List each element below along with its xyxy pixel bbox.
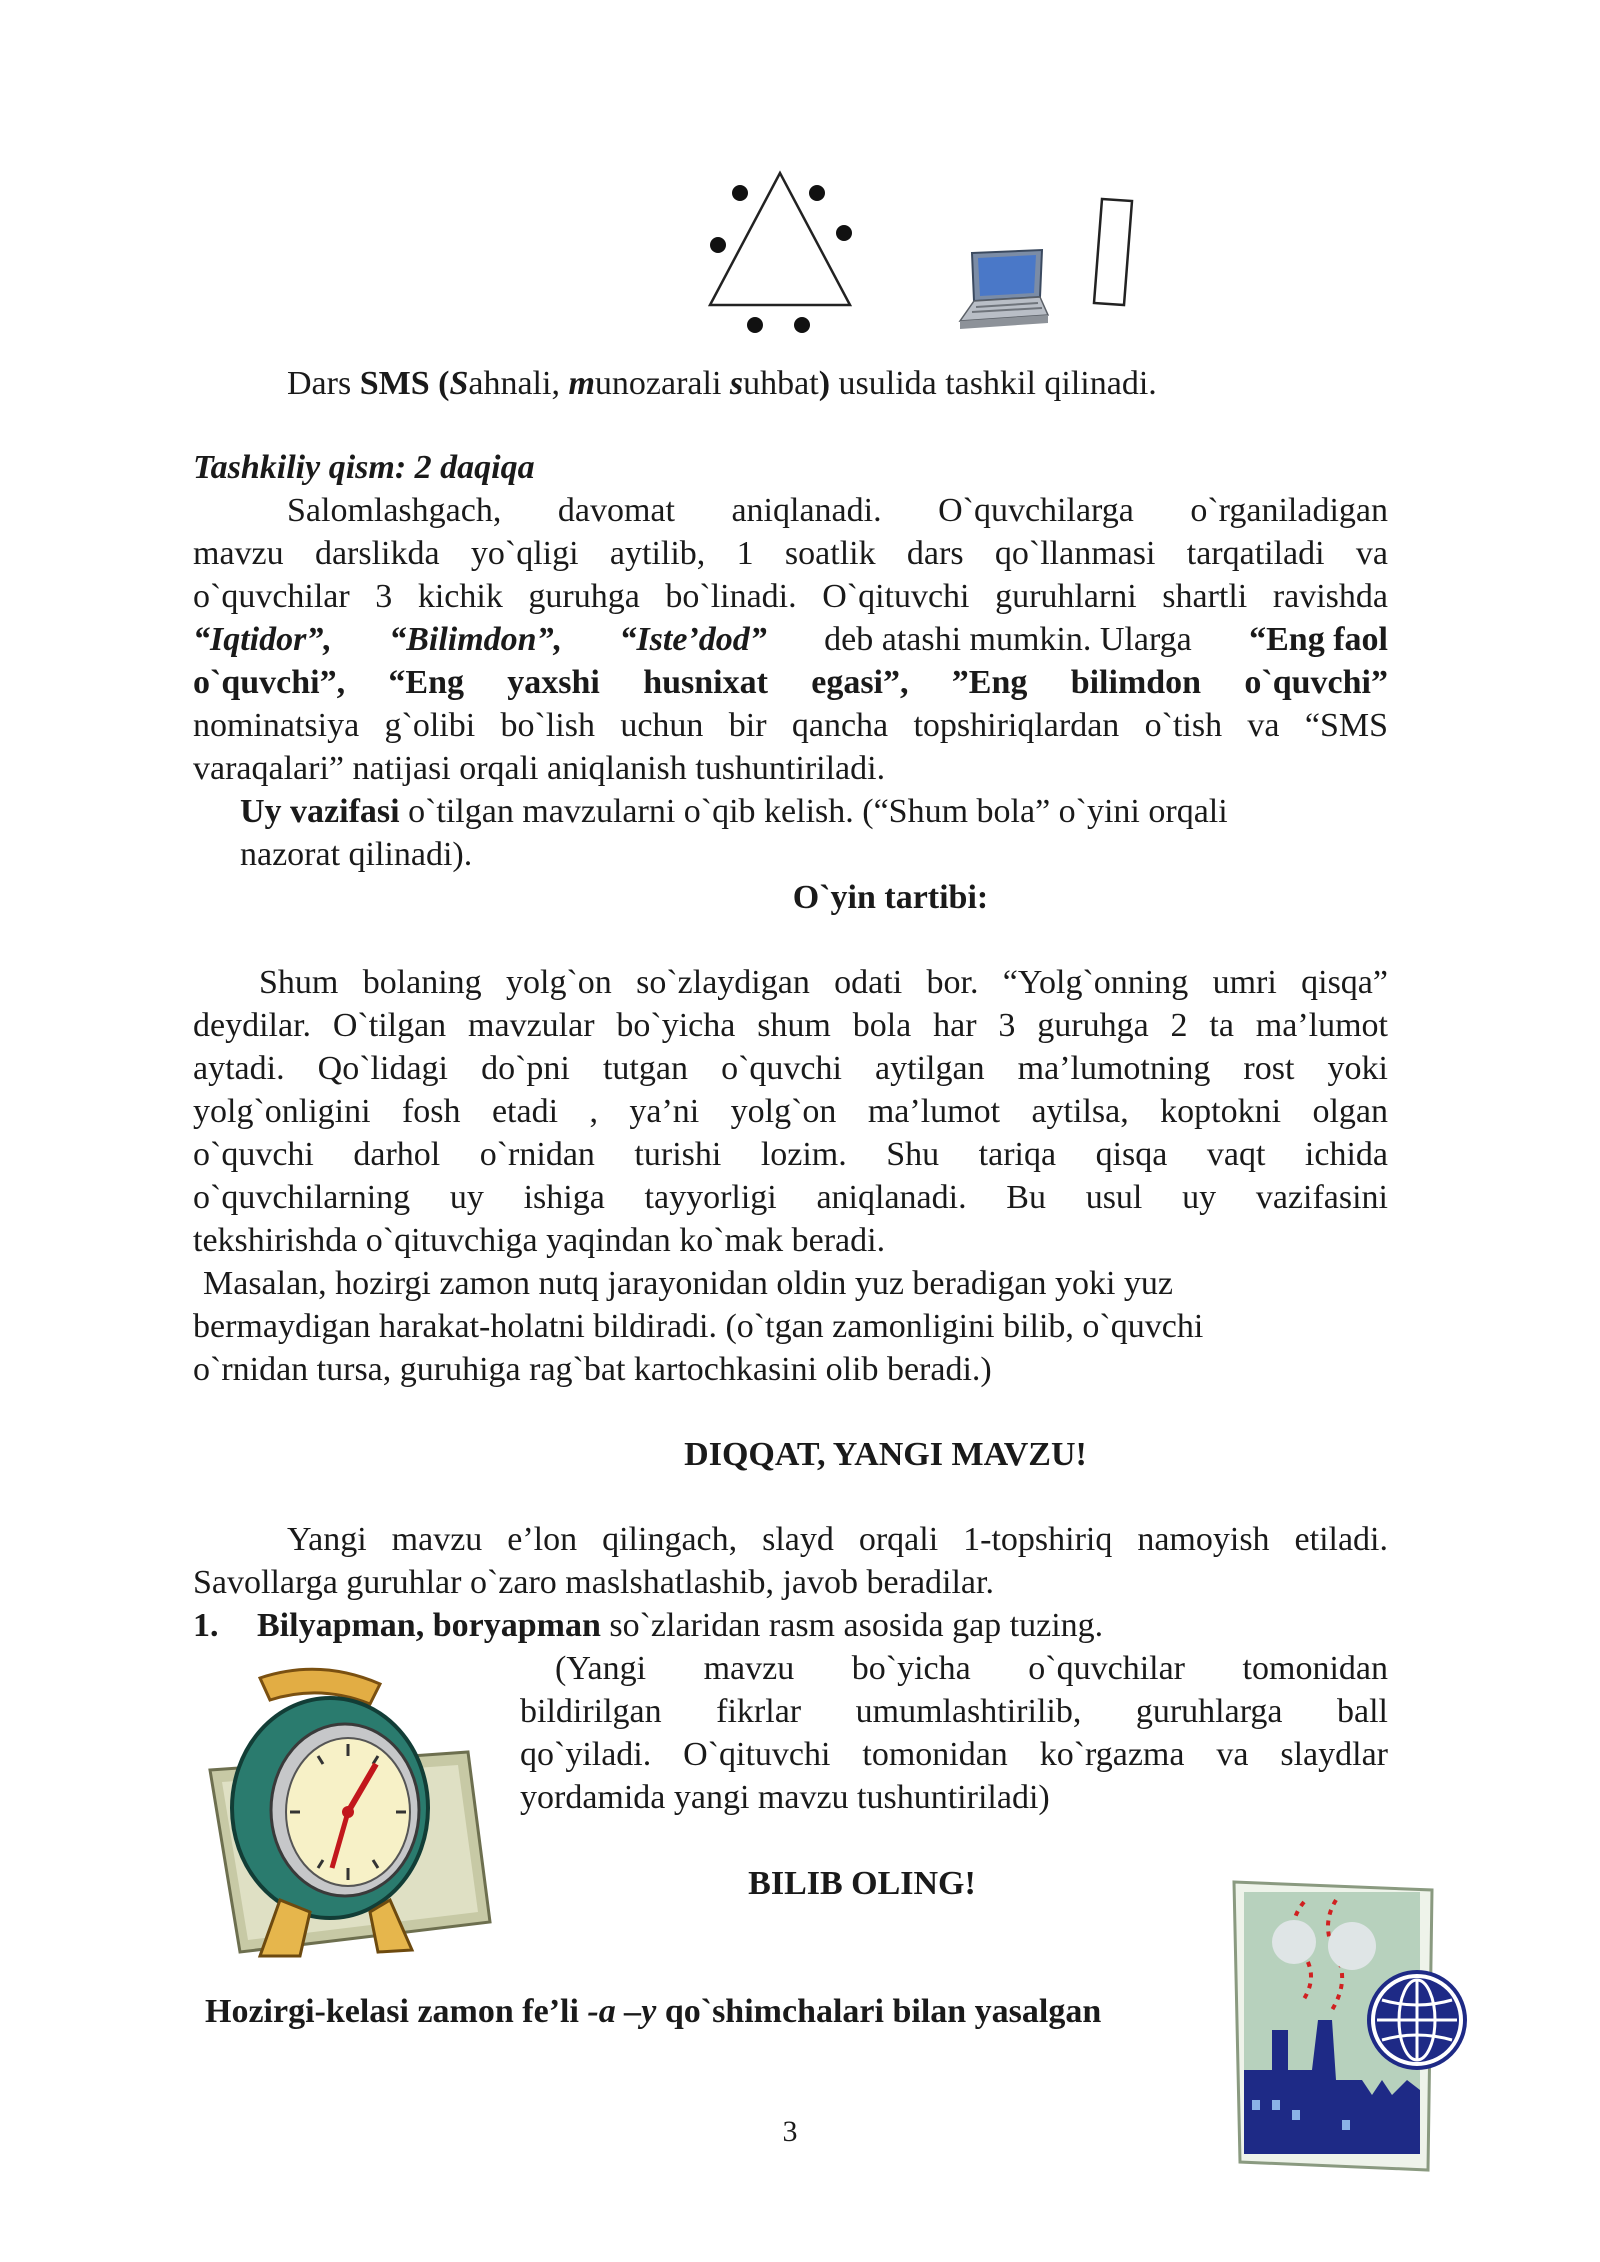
paragraph-line: varaqalari” natijasi orqali aniqlanish tushuntiriladi. xyxy=(193,750,886,787)
homework-label: Uy vazifasi xyxy=(240,793,400,830)
word-suhbat: uhbat xyxy=(743,365,819,402)
sms-term: SMS xyxy=(359,365,430,402)
section-heading-diqqat: DIQQAT, YANGI MAVZU! xyxy=(684,1436,1087,1473)
task-title: Bilyapman, boryapman xyxy=(257,1607,601,1644)
paragraph-line: aytadi. Qo`lidagi do`pni tutgan o`quvchi aytilgan ma’lumotning rost yoki xyxy=(193,1050,1388,1087)
rectangle-shape-icon xyxy=(1090,195,1140,310)
task-explanation-line: (Yangi mavzu bo`yicha o`quvchilar tomonidan xyxy=(555,1650,1388,1687)
final-text-c: qo`shimchalari bilan yasalgan xyxy=(656,1993,1102,2030)
laptop-icon xyxy=(950,245,1050,335)
example-line: bermaydigan harakat-holatni bildiradi. (o`tgan zamonligini bilib, o`quvchi xyxy=(193,1308,1204,1345)
task-text: so`zlaridan rasm asosida gap tuzing. xyxy=(600,1607,1104,1644)
section-heading-oyin: O`yin tartibi: xyxy=(792,879,989,916)
page-number: 3 xyxy=(782,2115,798,2148)
homework-text: o`tilgan mavzularni o`qib kelish. (“Shum bola” o`yini orqali xyxy=(399,793,1228,830)
paragraph-line-nominations: o`quvchi”, “Eng yaxshi husnixat egasi”, ”Eng bilimdon o`quvchi” xyxy=(193,664,1388,701)
letter-s2: s xyxy=(729,365,744,402)
word-munozarali: unozarali xyxy=(594,365,730,402)
task-explanation-line: qo`yiladi. O`qituvchi tomonidan ko`rgazma va slaydlar xyxy=(520,1736,1388,1773)
intro-rest: usulida tashkil qilinadi. xyxy=(830,365,1157,402)
intro-text: Dars xyxy=(287,365,360,402)
paragraph-line: o`quvchilar 3 kichik guruhga bo`linadi. O`qituvchi guruhlarni shartli ravishda xyxy=(193,578,1388,615)
letter-m: m xyxy=(568,365,595,402)
paren-close: ) xyxy=(818,365,831,402)
paragraph-line: Yangi mavzu e’lon qilingach, slayd orqali 1-topshiriq namoyish etiladi. xyxy=(287,1521,1388,1558)
letter-s: S xyxy=(449,365,469,402)
task-1-line xyxy=(193,1604,1388,1647)
paragraph-line: mavzu darslikda yo`qligi aytilib, 1 soatlik dars qo`llanmasi tarqatiladi va xyxy=(193,535,1388,572)
homework-line-2: nazorat qilinadi). xyxy=(240,836,473,873)
paragraph-line: Salomlashgach, davomat aniqlanadi. O`quvchilarga o`rganiladigan xyxy=(287,492,1388,529)
word-sahnali: ahnali, xyxy=(468,365,569,402)
paragraph-line: tekshirishda o`qituvchiga yaqindan ko`mak beradi. xyxy=(193,1222,886,1259)
paragraph-line: Shum bolaning yolg`on so`zlaydigan odati bor. “Yolg`onning umri qisqa” xyxy=(259,964,1388,1001)
final-text-a: Hozirgi-kelasi zamon fe’li xyxy=(205,1993,588,2030)
group-istedod: “Iste’dod” xyxy=(619,621,767,658)
intro-line xyxy=(287,362,1482,405)
paragraph-line: Savollarga guruhlar o`zaro maslshatlashib, javob beradilar. xyxy=(193,1564,994,1601)
task-explanation-line: yordamida yangi mavzu tushuntiriladi) xyxy=(520,1779,1050,1816)
triangle-diagram-icon xyxy=(700,165,860,345)
tashkiliy-heading-text: Tashkiliy qism: 2 daqiqa xyxy=(193,449,535,486)
group-bilimdon: “Bilimdon”, xyxy=(389,621,563,658)
alarm-clock-icon xyxy=(200,1660,500,1965)
paren-open: ( xyxy=(429,365,450,402)
paragraph-line: yolg`onligini fosh etadi , ya’ni yolg`on ma’lumot aytilsa, koptokni olgan xyxy=(193,1093,1388,1130)
section-heading-bilib-oling: BILIB OLING! xyxy=(748,1865,976,1902)
example-line: Masalan, hozirgi zamon nutq jarayonidan oldin yuz beradigan yoki yuz xyxy=(203,1265,1173,1302)
paragraph-line: deydilar. O`tilgan mavzular bo`yicha shum bola har 3 guruhga 2 ta ma’lumot xyxy=(193,1007,1388,1044)
group-iqtidor: “Iqtidor”, xyxy=(193,621,332,658)
task-number: 1. xyxy=(193,1607,219,1644)
example-line: o`rnidan tursa, guruhiga rag`bat kartochkasini olib beradi.) xyxy=(193,1351,992,1388)
final-line xyxy=(205,1990,1400,2033)
paragraph-line: nominatsiya g`olibi bo`lish uchun bir qancha topshiriqlardan o`tish va “SMS xyxy=(193,707,1388,744)
text-eng-faol: “Eng faol xyxy=(1249,621,1388,658)
task-explanation-line: bildirilgan fikrlar umumlashtirilib, guruhlarga ball xyxy=(520,1693,1388,1730)
section-heading-tashkiliy xyxy=(193,446,1388,489)
homework-line xyxy=(240,790,1388,833)
paragraph-line-group-names xyxy=(193,618,1388,661)
paragraph-line: o`quvchilarning uy ishiga tayyorligi aniqlanadi. Bu usul uy vazifasini xyxy=(193,1179,1388,1216)
suffix-a-y: -a –y xyxy=(587,1993,657,2030)
text-deb-atashi: deb atashi mumkin. Ularga xyxy=(824,621,1192,658)
paragraph-line: o`quvchi darhol o`rnidan turishi lozim. Shu tariqa qisqa vaqt ichida xyxy=(193,1136,1388,1173)
